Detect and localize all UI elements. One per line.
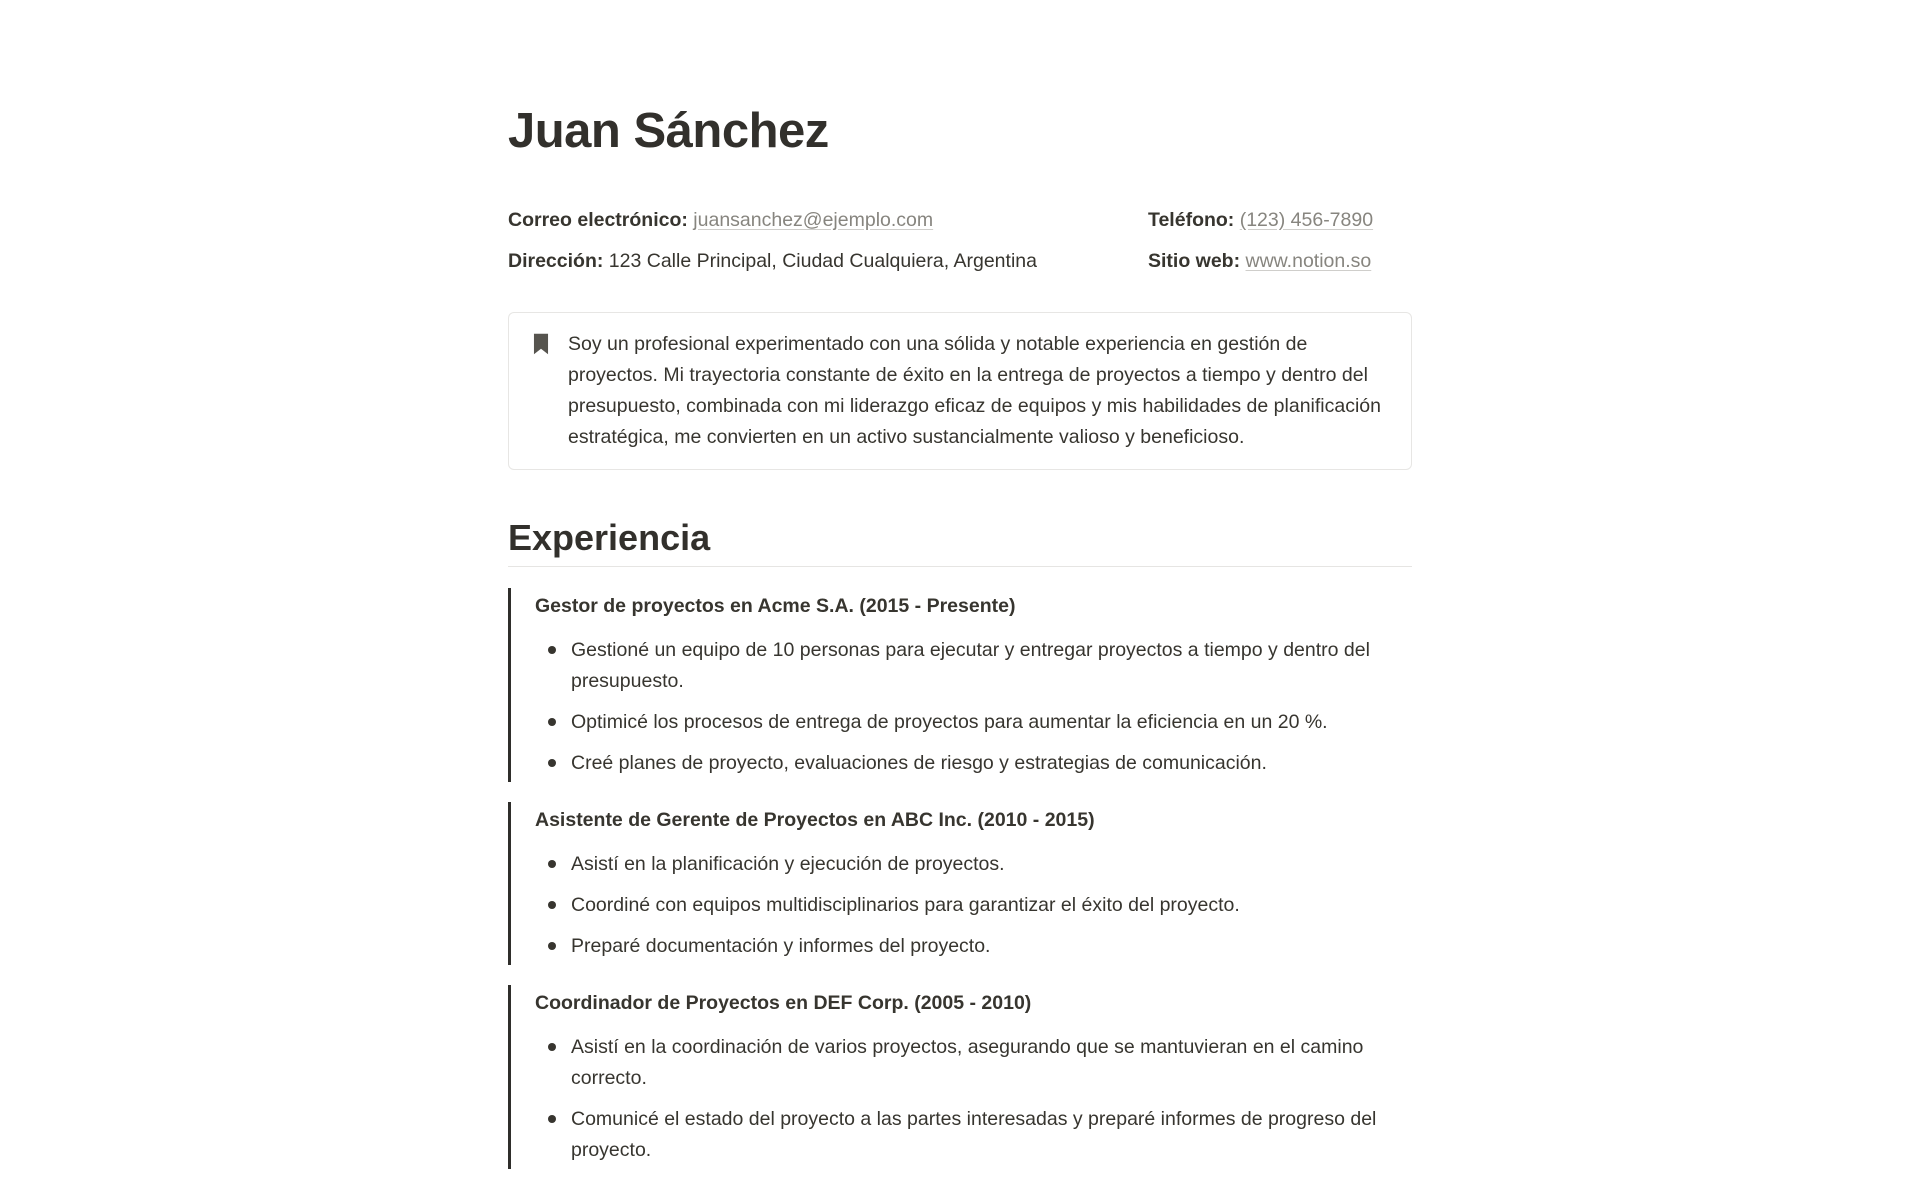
contact-column-left: [508, 205, 1064, 287]
website-link[interactable]: www.notion.so: [1245, 249, 1372, 272]
address-label: Dirección:: [508, 249, 604, 272]
phone-label: Teléfono:: [1148, 208, 1235, 231]
summary-callout: [508, 312, 1412, 470]
section-divider: [508, 566, 1412, 567]
document-page: [508, 0, 1412, 1169]
bookmark-icon: [528, 329, 554, 360]
job-bullet: Coordiné con equipos multidisciplinarios para garantizar el éxito del proyecto.: [535, 890, 1412, 921]
job-title: Asistente de Gerente de Proyectos en ABC Inc. (2010 - 2015): [535, 808, 1095, 831]
job-bullet-list: [535, 635, 1412, 779]
summary-text: Soy un profesional experimentado con una sólida y notable experiencia en gestión de proyectos. Mi trayectoria constante de éxito en la entrega de proyectos a tiempo y dentro del presupuesto, combinada con mi liderazgo eficaz de equipos y mis habilidades de planificación estratégica, me convierten en un activo sustancialmente valioso y beneficioso.: [568, 332, 1381, 448]
contact-email-row: [508, 205, 1064, 235]
website-label: Sitio web:: [1148, 249, 1241, 272]
phone-link[interactable]: (123) 456-7890: [1239, 208, 1374, 231]
job-bullet: Optimicé los procesos de entrega de proyectos para aumentar la eficiencia en un 20 %.: [535, 707, 1412, 738]
job-block: [508, 985, 1412, 1169]
job-block: [508, 802, 1412, 965]
page-title: Juan Sánchez: [508, 104, 829, 158]
email-link[interactable]: juansanchez@ejemplo.com: [693, 208, 934, 231]
job-bullet: Asistí en la coordinación de varios proyectos, asegurando que se mantuvieran en el camino correcto.: [535, 1032, 1412, 1094]
job-title: Coordinador de Proyectos en DEF Corp. (2005 - 2010): [535, 991, 1032, 1014]
contact-column-right: [1148, 205, 1412, 287]
contact-section: [508, 205, 1412, 287]
job-bullet: Preparé documentación y informes del proyecto.: [535, 931, 1412, 962]
email-label: Correo electrónico:: [508, 208, 688, 231]
job-bullet: Gestioné un equipo de 10 personas para ejecutar y entregar proyectos a tiempo y dentro del presupuesto.: [535, 635, 1412, 697]
contact-phone-row: [1148, 205, 1412, 235]
contact-address-row: [508, 246, 1064, 276]
job-bullet-list: [535, 849, 1412, 962]
job-bullet: Asistí en la planificación y ejecución de proyectos.: [535, 849, 1412, 880]
address-value: 123 Calle Principal, Ciudad Cualquiera, Argentina: [608, 249, 1037, 272]
experience-heading: Experiencia: [508, 516, 711, 558]
job-bullet: Creé planes de proyecto, evaluaciones de riesgo y estrategias de comunicación.: [535, 748, 1412, 779]
job-title: Gestor de proyectos en Acme S.A. (2015 - Presente): [535, 594, 1016, 617]
contact-website-row: [1148, 246, 1412, 276]
job-block: [508, 588, 1412, 782]
job-bullet: Comunicé el estado del proyecto a las partes interesadas y preparé informes de progreso del proyecto.: [535, 1104, 1412, 1166]
job-bullet-list: [535, 1032, 1412, 1166]
